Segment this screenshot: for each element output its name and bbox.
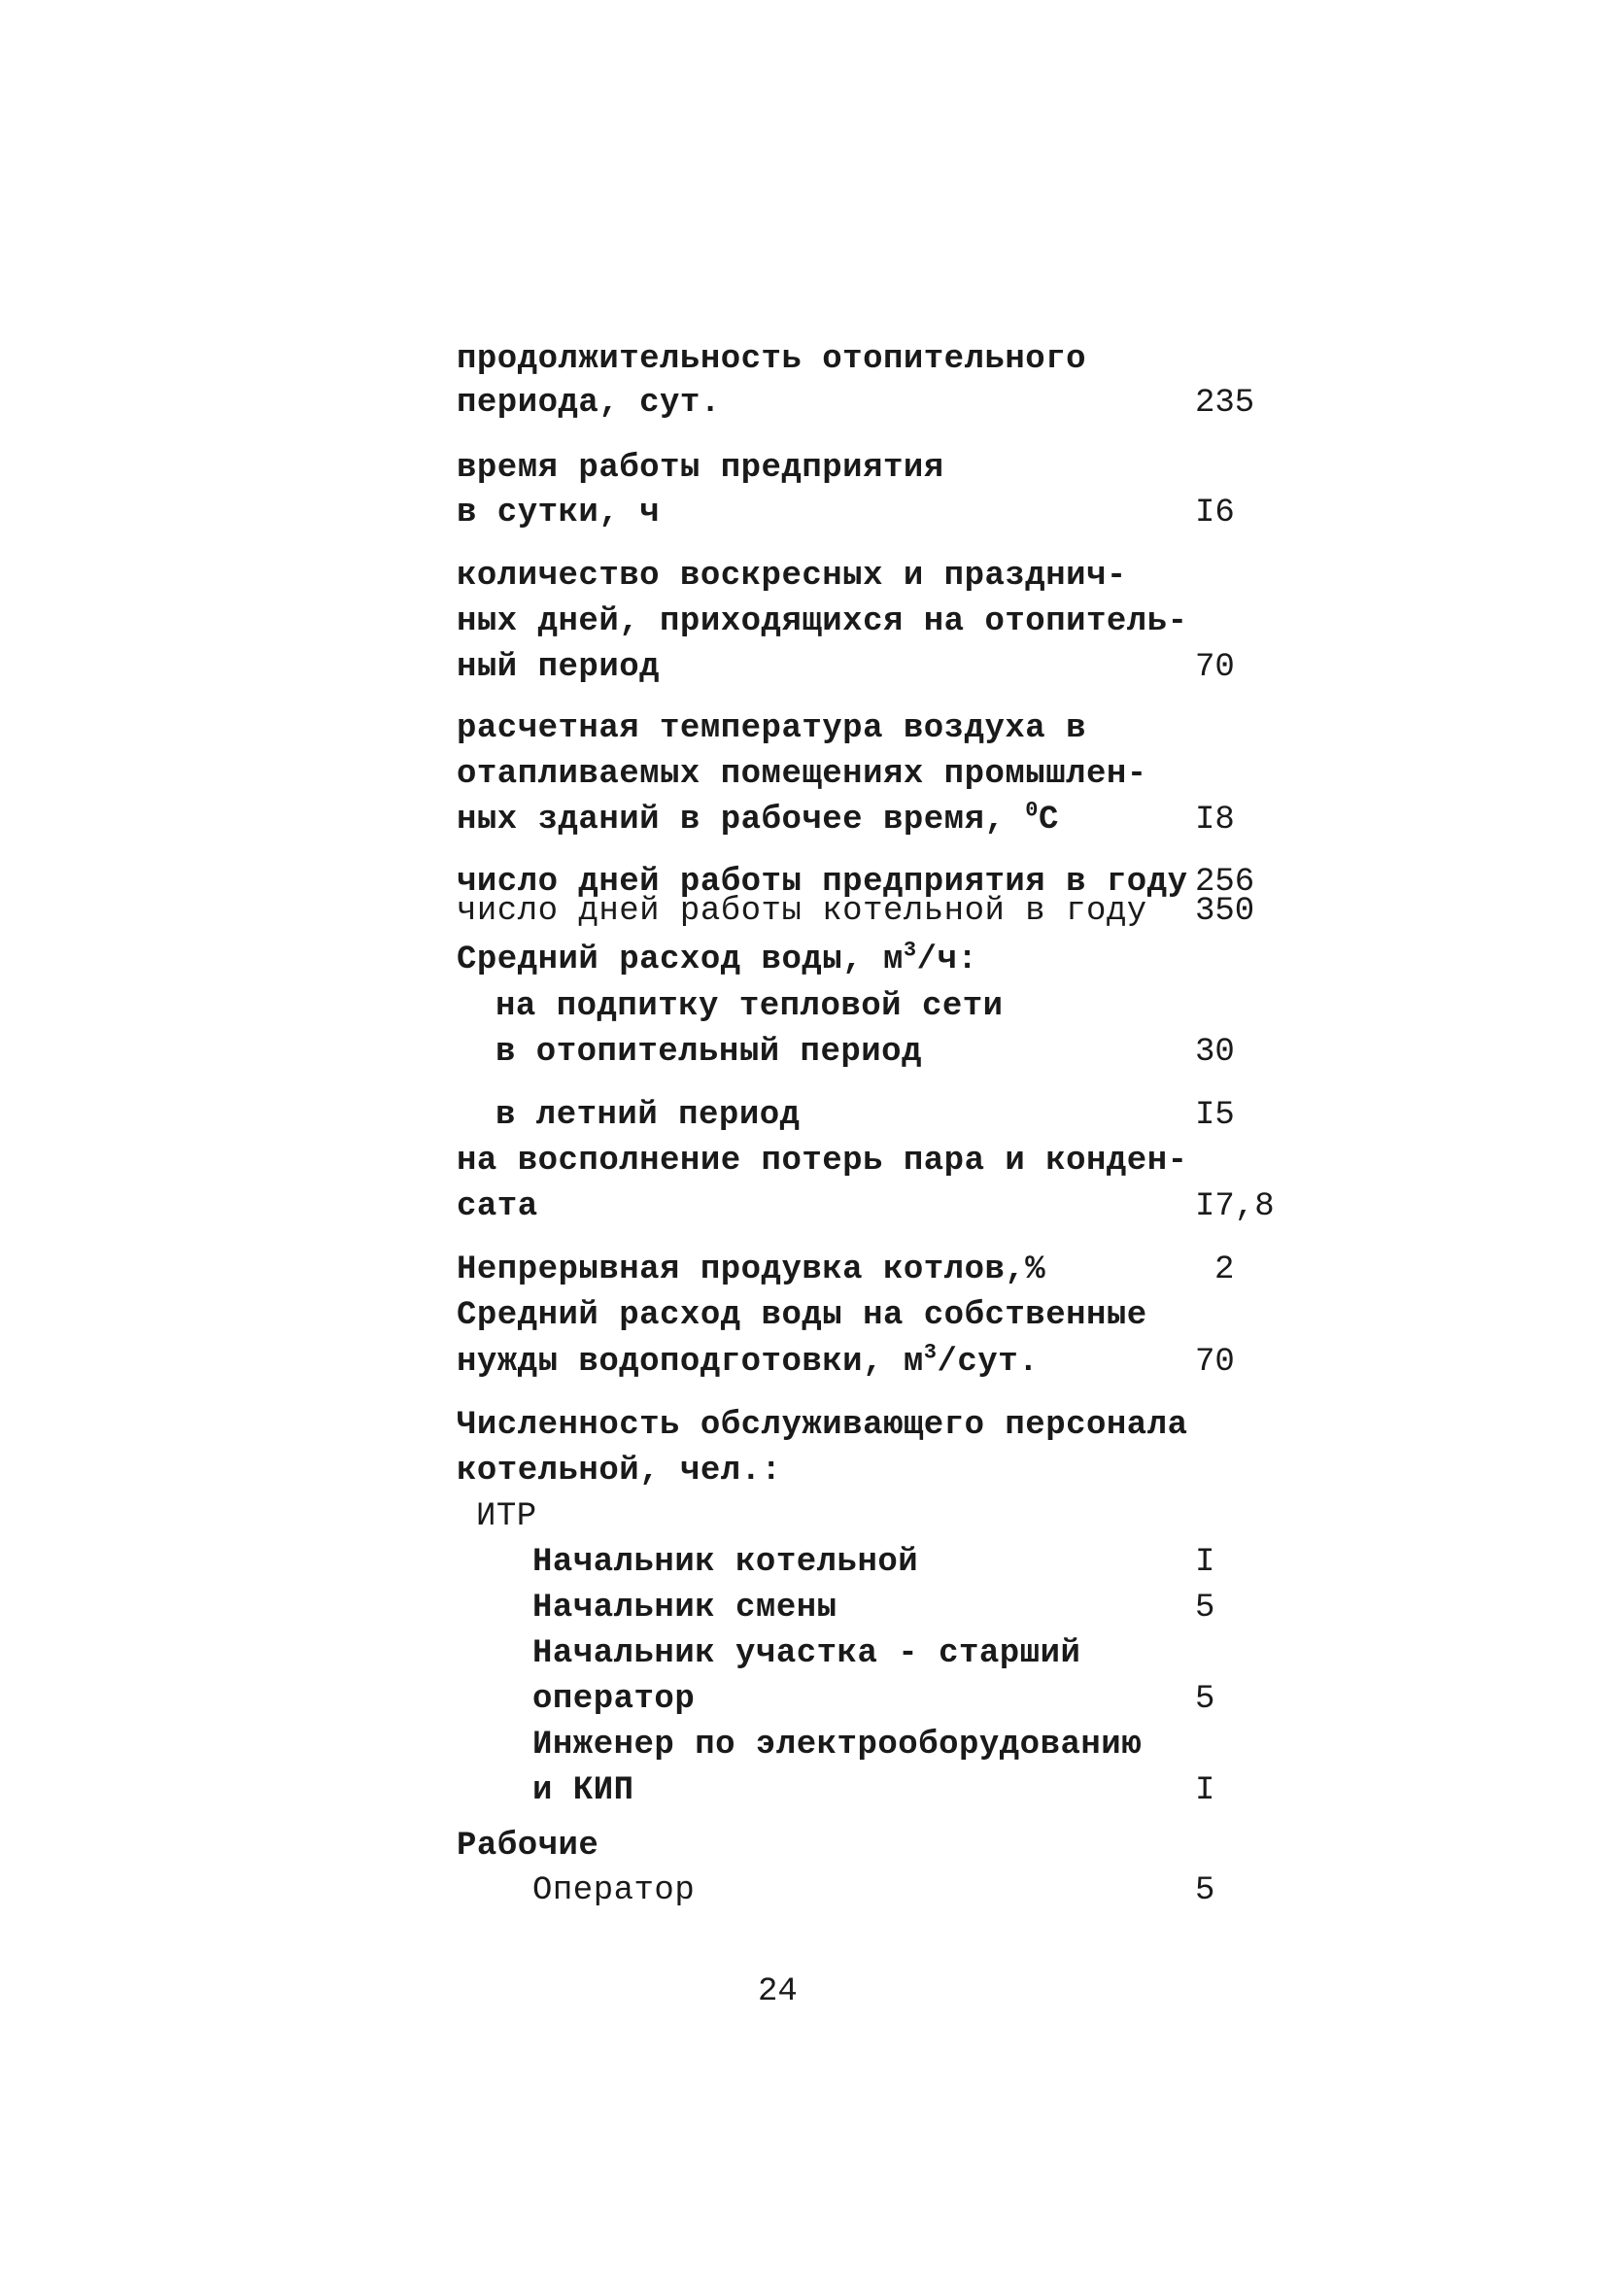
row-9-value: 30 <box>1195 1034 1235 1071</box>
row-16-label: Начальник котельной <box>532 1544 919 1581</box>
row-13-label-line-1: Средний расход воды на собственные <box>457 1297 1147 1334</box>
row-18-value: 5 <box>1195 1681 1215 1718</box>
row-11-label-line-1: на восполнение потерь пара и конден- <box>457 1143 1188 1180</box>
page-number: 24 <box>758 1973 798 2010</box>
row-2-value: I6 <box>1195 495 1235 531</box>
row-4-label-line-1: расчетная температура воздуха в <box>457 710 1087 747</box>
row-12-value: 2 <box>1214 1251 1235 1288</box>
row-7-label-suffix: /ч: <box>916 942 978 978</box>
row-21-label: Оператор <box>532 1872 696 1909</box>
row-7-label <box>457 938 978 979</box>
row-5-label: число дней работы предприятия в году <box>457 864 1188 901</box>
row-7-superscript: 3 <box>903 938 917 963</box>
row-3-label-line-1: количество воскресных и празднич- <box>457 558 1127 595</box>
row-3-label-line-3: ный период <box>457 649 661 686</box>
row-4-label-line-3 <box>457 798 1059 840</box>
row-19-label-line-2: и КИП <box>532 1772 634 1809</box>
row-19-value: I <box>1195 1772 1215 1809</box>
row-1-value: 235 <box>1195 385 1255 422</box>
row-10-value: I5 <box>1195 1097 1235 1134</box>
row-17-label: Начальник смены <box>532 1590 837 1627</box>
row-2-label-line-2: в сутки, ч <box>457 495 661 531</box>
row-14-label-line-1: Численность обслуживающего персонала <box>457 1407 1188 1444</box>
row-18-label-line-2: оператор <box>532 1681 696 1718</box>
row-11-label-line-2: сата <box>457 1188 538 1225</box>
row-14-label-line-2: котельной, чел.: <box>457 1453 782 1490</box>
row-13-label-line-2-text: нужды водоподготовки, м <box>457 1344 924 1381</box>
row-6-value: 350 <box>1195 893 1255 930</box>
row-3-label-line-2: ных дней, приходящихся на отопитель- <box>457 603 1188 640</box>
row-10-label: в летний период <box>495 1097 801 1134</box>
row-13-label-suffix: /сут. <box>937 1344 1040 1381</box>
row-7-label-text: Средний расход воды, м <box>457 942 904 978</box>
row-11-value: I7,8 <box>1195 1188 1275 1225</box>
row-13-label-line-2 <box>457 1340 1040 1382</box>
row-3-value: 70 <box>1195 649 1235 686</box>
row-4-degree-superscript: 0 <box>1025 798 1039 823</box>
row-19-label-line-1: Инженер по электрооборудованию <box>532 1727 1143 1764</box>
row-16-value: I <box>1195 1544 1215 1581</box>
row-12-label: Непрерывная продувка котлов,% <box>457 1251 1046 1288</box>
row-9-label: в отопительный период <box>495 1034 922 1071</box>
row-21-value: 5 <box>1195 1872 1215 1909</box>
row-18-label-line-1: Начальник участка - старший <box>532 1635 1081 1672</box>
row-13-superscript: 3 <box>923 1340 938 1365</box>
row-8-label: на подпитку тепловой сети <box>495 988 1004 1025</box>
row-13-value: 70 <box>1195 1344 1235 1381</box>
row-20-label: Рабочие <box>457 1828 599 1865</box>
row-4-unit: С <box>1039 802 1059 839</box>
row-2-label-line-1: время работы предприятия <box>457 450 944 487</box>
row-17-value: 5 <box>1195 1590 1215 1627</box>
row-15-label: ИТР <box>476 1498 537 1535</box>
row-4-label-line-2: отапливаемых помещениях промышлен- <box>457 756 1147 793</box>
row-5-value: 256 <box>1195 864 1255 901</box>
row-4-value: I8 <box>1195 802 1235 839</box>
row-1-label-line-1: продолжительность отопительного <box>457 341 1087 378</box>
row-6-label: число дней работы котельной в году <box>457 893 1147 930</box>
row-1-label-line-2: периода, сут. <box>457 385 721 422</box>
row-4-label-line-3-text: ных зданий в рабочее время, <box>457 802 1026 839</box>
